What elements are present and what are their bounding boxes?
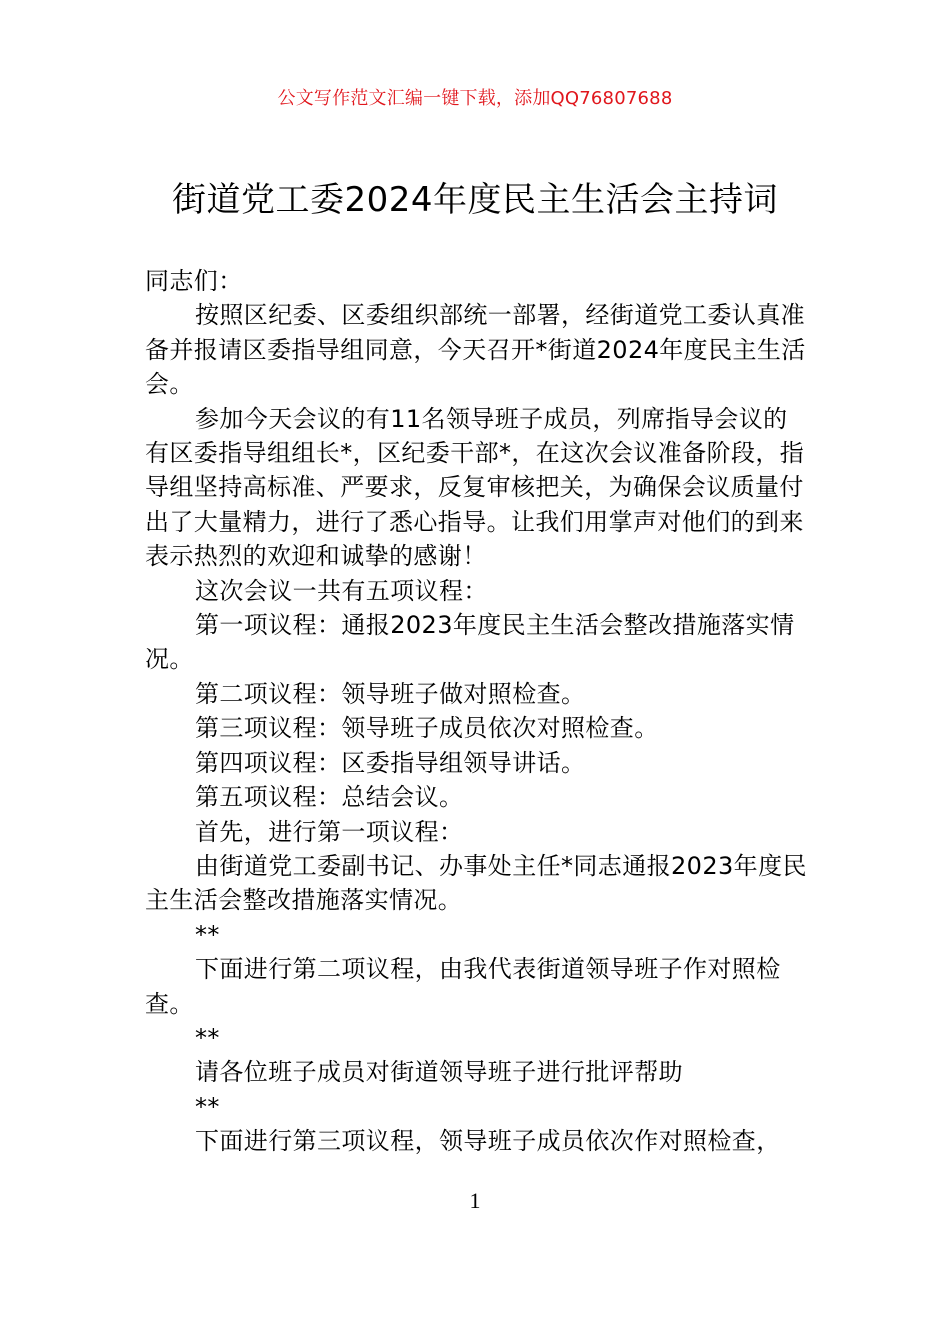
document-title: 街道党工委2024年度民主生活会主持词	[171, 180, 779, 220]
agenda-item: 第二项议程：领导班子做对照检查。	[195, 679, 586, 708]
download-banner: 公文写作范文汇编一键下载，添加QQ76807688	[277, 88, 673, 109]
paragraph: 参加今天会议的有11名领导班子成员，列席指导会议的有区委指导组组长*，区纪委干部*，在这次会议准备阶段，指导组坚持高标准、严要求，反复审核把关，为确保会议质量付出了大量精力，进行了悉心指导。让我们用掌声对他们的到来表示热烈的欢迎和诚挚的感谢！	[145, 404, 805, 571]
agenda-item: 第四项议程：区委指导组领导讲话。	[195, 748, 586, 777]
paragraph: 按照区纪委、区委组织部统一部署，经街道党工委认真准备并报请区委指导组同意，今天召开*街道2024年度民主生活会。	[145, 301, 806, 399]
salutation: 同志们：	[145, 267, 243, 295]
page-number: 1	[469, 1188, 481, 1213]
paragraph: 由街道党工委副书记、办事处主任*同志通报2023年度民主生活会整改措施落实情况。	[145, 851, 807, 915]
paragraph: 请各位班子成员对街道领导班子进行批评帮助	[195, 1058, 683, 1087]
agenda-item: 第一项议程：通报2023年度民主生活会整改措施落实情况。	[145, 611, 795, 674]
placeholder-marker: **	[195, 1023, 220, 1052]
agenda-item: 第三项议程：领导班子成员依次对照检查。	[195, 714, 659, 743]
placeholder-marker: **	[195, 1092, 220, 1121]
paragraph: 这次会议一共有五项议程：	[195, 576, 488, 605]
paragraph: 下面进行第二项议程，由我代表街道领导班子作对照检查。	[145, 955, 781, 1018]
placeholder-marker: **	[195, 920, 220, 949]
paragraph: 首先，进行第一项议程：	[195, 817, 464, 846]
document-body	[145, 264, 810, 1159]
paragraph: 下面进行第三项议程，领导班子成员依次作对照检查，	[195, 1127, 781, 1156]
agenda-item: 第五项议程：总结会议。	[195, 783, 464, 812]
